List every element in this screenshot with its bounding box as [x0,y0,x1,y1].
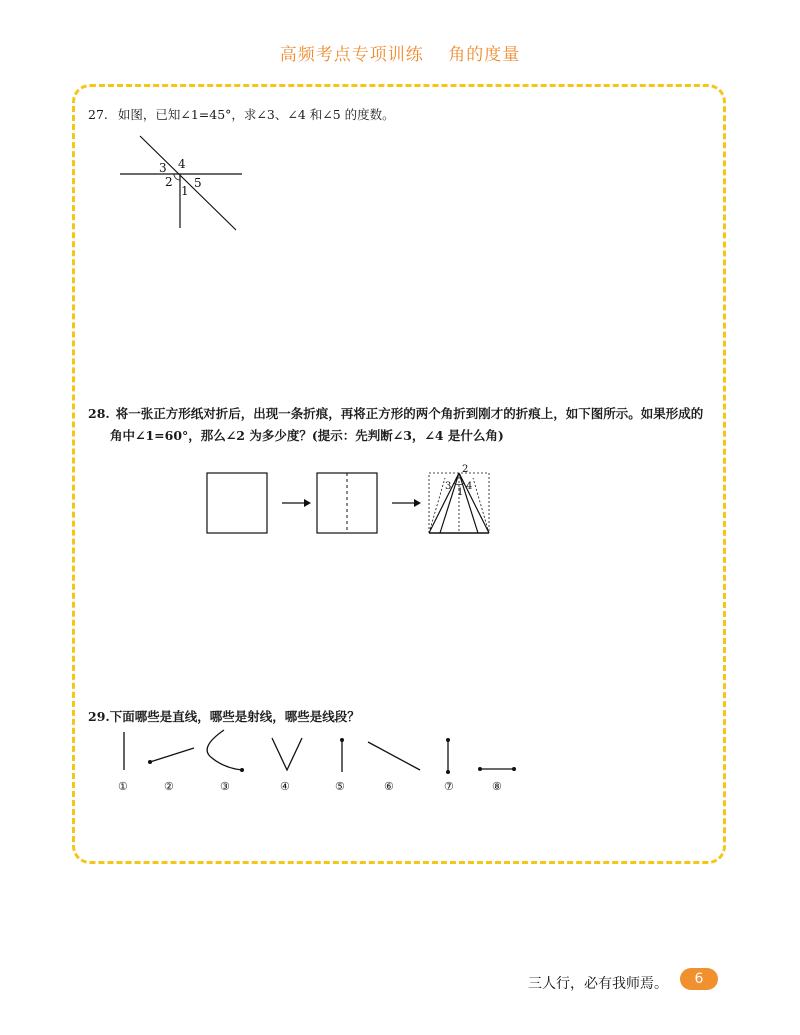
question-number: 29. [88,709,110,724]
shape-5-endpoint [340,738,344,742]
shape-label-5: ⑤ [335,780,345,793]
shape-2-ray [150,748,194,762]
arrow-1-head [304,499,311,507]
angle-label-3: 3 [445,481,452,492]
angle-label-4: 4 [466,481,473,492]
page-number-badge: 6 [680,968,718,990]
angle-label-2: 2 [165,175,173,189]
square-paper [207,473,267,533]
shape-6-line [368,742,420,770]
shape-4-angle [272,738,302,770]
question-28 [88,403,718,447]
question-line-2: 角中∠1=60°，那么∠2 为多少度？(提示：先判断∠3，∠4 是什么角) [110,428,504,443]
figure-29 [100,728,540,798]
shape-7-endpoint-top [446,738,450,742]
shape-2-endpoint [148,760,152,764]
shape-label-8: ⑧ [492,780,502,793]
angle-label-3: 3 [159,161,167,175]
header-subtitle: 角的度量 [448,45,521,65]
angle-label-4: 4 [178,157,186,171]
diagonal-line [140,136,236,230]
shape-label-3: ③ [220,780,230,793]
figure-27 [110,132,250,234]
question-line-1: 28. 将一张正方形纸对折后，出现一条折痕，再将正方形的两个角折到刚才的折痕上，如下图所示。如果形成的 [88,406,704,421]
shape-label-1: ① [118,780,128,793]
shape-7-endpoint-bottom [446,770,450,774]
angle-label-2: 2 [462,464,469,475]
footer-motto: 三人行，必有我师焉。 [528,976,668,992]
shape-label-2: ② [164,780,174,793]
angle-label-1: 1 [457,487,464,498]
shape-label-7: ⑦ [444,780,454,793]
shape-label-6: ⑥ [384,780,394,793]
question-number: 27. [88,107,108,122]
shape-8-endpoint-left [478,767,482,771]
question-27 [88,104,395,126]
figure-28 [200,458,500,538]
question-text: 下面哪些是直线，哪些是射线，哪些是线段？ [109,709,360,724]
arrow-2-head [414,499,421,507]
angle-label-1: 1 [181,184,189,198]
shape-label-4: ④ [280,780,290,793]
page-header [0,40,800,65]
question-29 [88,706,360,728]
angle-label-5: 5 [194,176,202,190]
shape-8-endpoint-right [512,767,516,771]
header-title: 高频考点专项训练 [279,45,424,65]
question-number: 28. [88,406,110,421]
question-text: 如图，已知∠1=45°，求∠3、∠4 和∠5 的度数。 [117,107,395,122]
shape-3-curve [207,730,242,770]
shape-3-endpoint [240,768,244,772]
